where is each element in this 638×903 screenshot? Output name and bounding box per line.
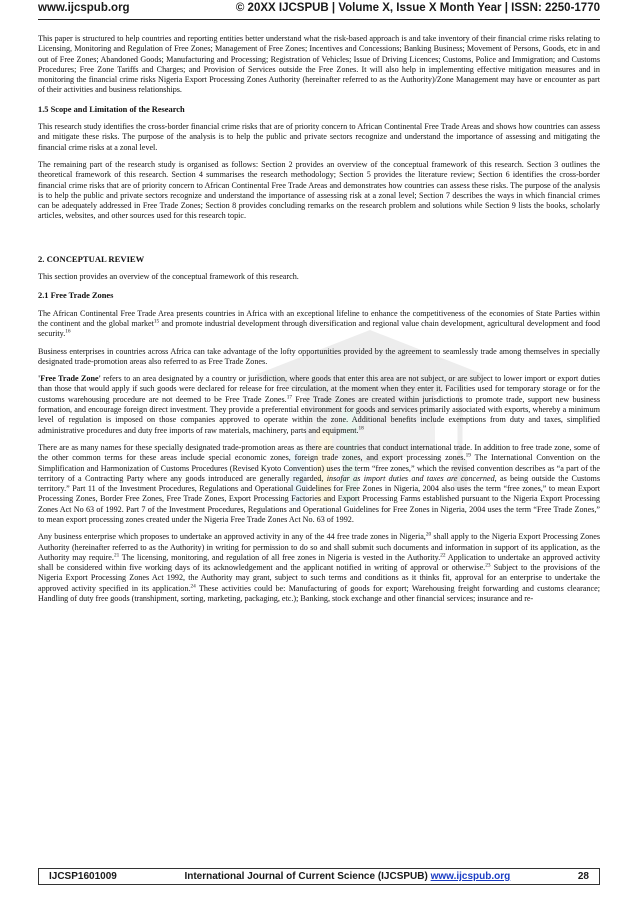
ftz-p5-text-a: Any business enterprise which proposes to undertake an approved activity in any of the 44 free trade zones in Nigeria, [38, 532, 426, 542]
ftz-p3-text-b: Free Trade Zones are created within jurisdictions to promote trade, support new business formation, and encourage foreign direct investment. They provide a preferential environment for goods and services primarily associated with exports, whereby a minimum level of regulation is imposed on those companies approved to operate within the zone. Additional benefits include exemptions from duty and taxes, simplified administrative procedures and duty free imports of raw materials, machinery, parts and equipment. [38, 394, 600, 435]
ftz-p5-text-e: Subject to the provisions of the Nigeria Export Processing Zones Act 1992, the Authority may grant, subject to such terms and conditions as it thinks fit, approval for an enterprise to undertake the approved activity specified in its application. [38, 563, 600, 593]
section-heading-scope: 1.5 Scope and Limitation of the Research [38, 104, 185, 114]
footer-journal-name: International Journal of Current Science (IJCSPUB) [184, 871, 431, 882]
conceptual-paragraph: This section provides an overview of the conceptual framework of this research. [38, 272, 299, 282]
footnote-ref-18[interactable]: 18 [358, 424, 364, 431]
footnote-ref-22[interactable]: 22 [440, 552, 446, 559]
scope-paragraph-1: This research study identifies the cross-border financial crime risks that are of priority concern to African Continental Free Trade Areas and shows how countries can assess and mitigate these risks. The purpose of the analysis is to help the public and private sectors recognize and understand the importance of assessing and mitigating the financial crime risks at a zonal level. [38, 122, 600, 152]
page-header [0, 0, 638, 26]
ftz-p5-text-f: These activities could be: Manufacturing of goods for export; Warehousing freight forwarding and customs clearance; Handling of duty free goods (transhipment, sorting, marketing, packaging, etc.); Banking, stock exchange and other financial services; insurance and re- [38, 583, 600, 604]
footnote-ref-15[interactable]: 15 [153, 318, 160, 325]
section-heading-conceptual-review: 2. CONCEPTUAL REVIEW [38, 253, 145, 264]
ftz-term-definition: 'Free Trade Zone' [38, 374, 101, 384]
footnote-ref-16[interactable]: 16 [65, 328, 71, 335]
intro-paragraph: This paper is structured to help countries and reporting entities better understand what the risk-based approach is and take inventory of their financial crime risks relating to Licensing, Monitoring and Regulation of Free Zones; Management of Free Zones; Incentives and Concessions; Banking Business; Movement of Persons, Goods, etc in and out of Free Zones; Abandoned Goods; Manufacturing and Processing; Registration of Vehicles; Issue of Driving Licences; Customs, Police and Immigration; and Customs Procedures; Free Zone Tariffs and Charges; and Provision of Services outside the Free Zones. It will also help in implementing effective mitigation measures and in monitoring the financial crime risks Nigeria Export Processing Zones Authority (hereinafter referred to as the Authority)/Zone Management may have or encounter as part of their activities and business relationships. [38, 34, 600, 95]
footer-page-number: 28 [577, 871, 589, 882]
scope-paragraph-2: The remaining part of the research study is organised as follows: Section 2 provides an overview of the conceptual framework of this research. Section 3 outlines the theoretical framework of this research. Section 4 summarises the research methodology; Section 5 provides the literature review; Section 6 identifies the cross-border financial crime risks that are of priority concern to African Continental Free Trade Areas and demonstrates how countries can assess these risks. The purpose of the analysis is to help the public and private sectors recognize and understand the importance of assessing risk at a zonal level; Section 7 describes the ways in which financial crimes can be adequately addressed in Free Trade Zones; Section 8 provides concluding remarks on the research problem and solutions while Section 9 lists the books, scholarly articles, websites, and other sources used for this research topic. [38, 159, 600, 221]
header-divider [38, 19, 600, 20]
footer-journal-link[interactable]: www.ijcspub.org [430, 871, 511, 882]
footnote-ref-19[interactable]: 19 [465, 452, 471, 459]
page-footer [38, 868, 600, 885]
ftz-paragraph-3 [38, 374, 600, 436]
header-journal-meta: © 20XX IJCSPUB | Volume X, Issue X Month Year | ISSN: 2250-1770 [235, 2, 600, 14]
ftz-paragraph-5 [38, 532, 600, 604]
footnote-ref-21[interactable]: 21 [113, 552, 120, 559]
footnote-ref-24[interactable]: 24 [190, 583, 196, 590]
ftz-p5-text-d: Application to undertake an approved activity shall be considered within five working days of its acknowledgement and the applicant notified in writing of approval or otherwise. [38, 552, 601, 573]
ftz-p5-text-b: shall apply to the Nigeria Export Processing Zones Authority (hereinafter referred to as the Authority) in writing for permission to do so and shall submit such documents and information in support of its application, as the Authority may require. [38, 532, 600, 562]
ftz-p1-text-b: and promote industrial development through diversification and regional value chain development, agricultural development and food security. [38, 318, 601, 339]
ftz-paragraph-1 [38, 309, 600, 340]
ftz-p4-emphasis: insofar as import duties and taxes are concerned [326, 473, 495, 483]
footnote-ref-17[interactable]: 17 [286, 394, 292, 400]
ftz-p4-text-a: There are as many names for these specially designated trade-promotion areas as there are countries that conduct international trade. In addition to free trade zone, some of the other common terms for these areas include special economic zones, foreign trade zones, and export processing zones. [38, 442, 600, 463]
ftz-p4-text-b: The International Convention on the Simplification and Harmonization of Customs Procedures (Revised Kyoto Convention) uses the term “free zones,” which the revised convention describes as “a part of the territory of a Contracting Party where any goods introduced are generally regarded, [38, 453, 601, 483]
footer-journal [184, 871, 510, 882]
footer-paper-id: IJCSP1601009 [49, 871, 117, 882]
footnote-ref-23[interactable]: 23 [485, 562, 491, 569]
ftz-paragraph-4 [38, 443, 600, 525]
ftz-p3-text-a: refers to an area designated by a country or jurisdiction, where goods that enter this area are not subject, or are subject to lower import or export duties than those that would apply if such goods were declared for release for free circulation, at the moment when they enter it. Facilities used for temporary storage or for the customs warehousing procedure are not deemed to be Free Trade Zones. [38, 374, 600, 404]
ftz-paragraph-2: Business enterprises in countries across Africa can take advantage of the lofty opportunities provided by the agreement to seamlessly trade among themselves in specially designated trade-promotion areas also referred to as Free Trade Zones. [38, 346, 600, 366]
header-site-url[interactable]: www.ijcspub.org [38, 2, 130, 14]
footnote-ref-20[interactable]: 20 [425, 531, 432, 538]
section-heading-free-trade-zones: 2.1 Free Trade Zones [38, 291, 114, 301]
ftz-p1-text-a: The African Continental Free Trade Area presents countries in Africa with an exceptional lifeline to enhance the competitiveness of the economies of State Parties within the continent and the global market [38, 308, 600, 328]
article-body [38, 34, 600, 611]
ftz-p4-text-c: , as being outside the Customs territory.” Part 11 of the Investment Procedures, Regulations and Operational Guidelines for Free Zones in Nigeria, 2004 also uses the term “free zones,” to mean Export Processing Zones, Border Free Zones, Free Trade Zones, Export Processing Factories and Export Processing Farms established pursuant to the Nigeria Export Processing Zones Act No 63 of 1992. Part 7 of the Investment Procedures, Regulations and Operational Guidelines for Free Zones in Nigeria, 2004 uses the term “Free Trade Zones,” to mean export processing zones created under the Nigeria Free Trade Zones Act No. 63 of 1992. [38, 473, 600, 524]
ftz-p5-text-c: The licensing, monitoring, and regulation of all free zones in Nigeria is vested in the Authority. [119, 552, 441, 562]
